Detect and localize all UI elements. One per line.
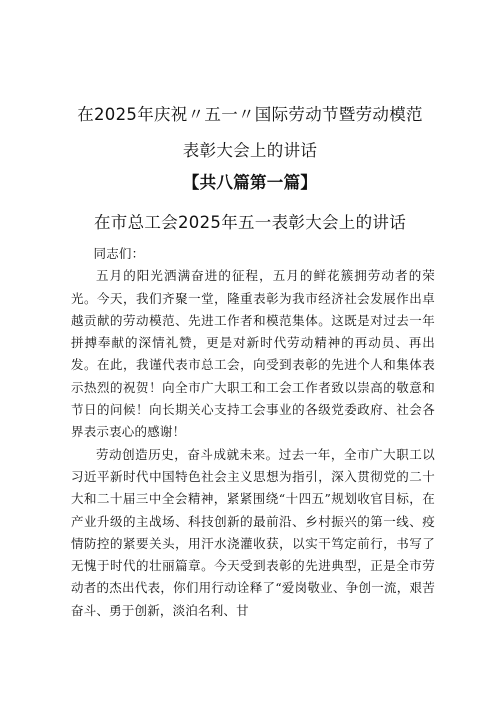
speech-subtitle: 在市总工会2025年五一表彰大会上的讲话 <box>94 213 406 232</box>
body-paragraph-2: 劳动创造历史，奋斗成就未来。过去一年，全市广大职工以习近平新时代中国特色社会主义思想为指引，深入贯彻党的二十大和二十届三中全会精神，紧紧围绕“十四五”规划收官目标，在产业升级的主战场、科技创新的最前沿、乡村振兴的第一线、疫情防控的紧要关头，用汗水浇灌收获，以实干笃定前行，书写了无愧于时代的壮丽篇章。今天受到表彰的先进典型，正是全市劳动者的杰出代表，你们用行动诠释了“爱岗敬业、争创一流，艰苦奋斗、勇于创新，淡泊名利、甘 <box>71 446 435 618</box>
collection-note: 【共八篇第一篇】 <box>182 173 318 192</box>
salutation: 同志们： <box>93 246 145 261</box>
document-title-line-2: 表彰大会上的讲话 <box>182 141 318 160</box>
speech-body <box>71 243 435 622</box>
document-title-line-1: 在2025年庆祝〃五一〃国际劳动节暨劳动模范 <box>77 105 423 124</box>
body-paragraph-1: 五月的阳光洒满奋进的征程，五月的鲜花簇拥劳动者的荣光。今天，我们齐聚一堂，隆重表彰为我市经济社会发展作出卓越贡献的劳动模范、先进工作者和模范集体。这既是对过去一年拼搏奉献的深情礼赞，更是对新时代劳动精神的再动员、再出发。在此，我谨代表市总工会，向受到表彰的先进个人和集体表示热烈的祝贺！向全市广大职工和工会工作者致以崇高的敬意和节日的问候！向长期关心支持工会事业的各级党委政府、社会各界表示衷心的感谢！ <box>71 268 435 440</box>
